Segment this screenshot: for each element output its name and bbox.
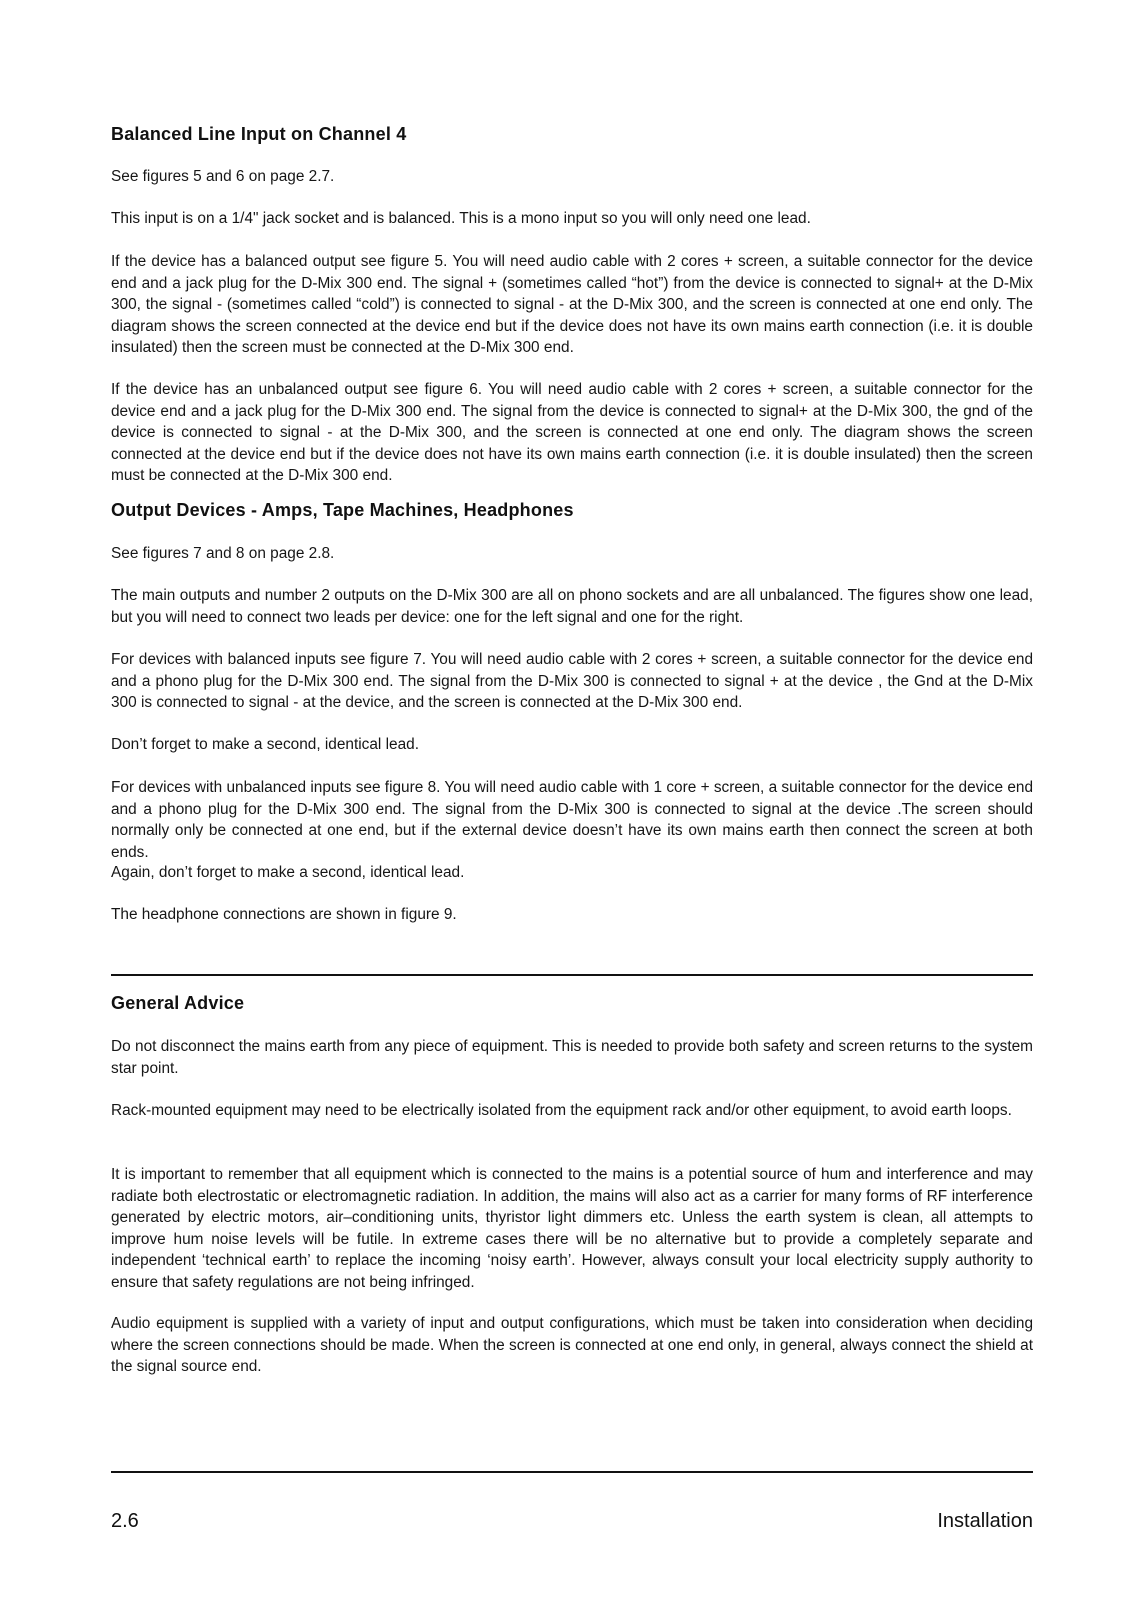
chapter-title: Installation (937, 1510, 1033, 1532)
paragraph-audio-equipment: Audio equipment is supplied with a variety of input and output configurations, which must be taken into consideration when deciding where the screen connections should be made. When the screen is connected at one end only, in general, always connect the shield at the signal source end. (111, 1315, 1033, 1376)
footer-divider (111, 1471, 1033, 1473)
paragraph-unbalanced-inputs: For devices with unbalanced inputs see figure 8. You will need audio cable with 1 core + screen, a suitable connector for the device end and a phono plug for the D-Mix 300 end. The signal from the D-Mix 300 is connected to signal at the device .The screen should normally only be connected at one end, but if the external device doesn’t have its own mains earth then connect the screen at both ends. (111, 779, 1033, 861)
paragraph-jack-socket: This input is on a 1/4" jack socket and is balanced. This is a mono input so you will only need one lead. (111, 210, 811, 227)
paragraph-second-lead: Don’t forget to make a second, identical lead. (111, 736, 419, 753)
paragraph-see-figures-5-6: See figures 5 and 6 on page 2.7. (111, 168, 335, 185)
paragraph-see-figures-7-8: See figures 7 and 8 on page 2.8. (111, 545, 335, 562)
paragraph-rack-mounted: Rack-mounted equipment may need to be electrically isolated from the equipment rack and/or other equipment, to avoid earth loops. (111, 1102, 1012, 1119)
paragraph-unbalanced-output: If the device has an unbalanced output see figure 6. You will need audio cable with 2 cores + screen, a suitable connector for the device end and a jack plug for the D-Mix 300 end. The signal from the device is connected to signal+ at the D-Mix 300, the gnd of the device is connected to signal - at the D-Mix 300, and the screen is connected at one end only. The diagram shows the screen connected at the device end but if the device does not have its own mains earth connection (i.e. it is double insulated) then the screen must be connected at the D-Mix 300 end. (111, 381, 1033, 485)
heading-balanced-line-input: Balanced Line Input on Channel 4 (111, 124, 407, 144)
heading-output-devices: Output Devices - Amps, Tape Machines, Headphones (111, 500, 574, 520)
paragraph-headphone-connections: The headphone connections are shown in figure 9. (111, 906, 457, 923)
page-number: 2.6 (111, 1510, 139, 1532)
paragraph-main-outputs: The main outputs and number 2 outputs on the D-Mix 300 are all on phono sockets and are all unbalanced. The figures show one lead, but you will need to connect two leads per device: one for the left signal and one for the right. (111, 587, 1033, 626)
paragraph-balanced-inputs: For devices with balanced inputs see figure 7. You will need audio cable with 2 cores + screen, a suitable connector for the device end and a phono plug for the D-Mix 300 end. The signal from the D-Mix 300 is connected to signal + at the device , the Gnd at the D-Mix 300 is connected to signal - at the device, and the screen is connected at the D-Mix 300 end. (111, 651, 1033, 712)
document-page (111, 0, 1033, 1600)
paragraph-again-second-lead: Again, don’t forget to make a second, identical lead. (111, 864, 465, 881)
heading-general-advice: General Advice (111, 993, 245, 1013)
section-divider (111, 974, 1033, 976)
paragraph-hum-interference: It is important to remember that all equipment which is connected to the mains is a potential source of hum and interference and may radiate both electrostatic or electromagnetic radiation. In addition, the mains will also act as a carrier for many forms of RF interference generated by electric motors, air–conditioning units, thyristor light dimmers etc. Unless the earth system is clean, all attempts to improve hum noise levels will be futile. In extreme cases there will be no alternative but to provide a completely separate and independent ‘technical earth’ to replace the incoming ‘noisy earth’. However, always consult your local electricity supply authority to ensure that safety regulations are not being infringed. (111, 1166, 1033, 1291)
paragraph-balanced-output: If the device has a balanced output see figure 5. You will need audio cable with 2 cores + screen, a suitable connector for the device end and a jack plug for the D-Mix 300 end. The signal + (sometimes called “hot”) from the device is connected to signal+ at the D-Mix 300, the signal - (sometimes called “cold”) is connected to signal - at the D-Mix 300, and the screen is connected at one end only. The diagram shows the screen connected at the device end but if the device does not have its own mains earth connection (i.e. it is double insulated) then the screen must be connected at the D-Mix 300 end. (111, 253, 1033, 357)
paragraph-mains-earth: Do not disconnect the mains earth from any piece of equipment. This is needed to provide both safety and screen returns to the system star point. (111, 1038, 1033, 1077)
